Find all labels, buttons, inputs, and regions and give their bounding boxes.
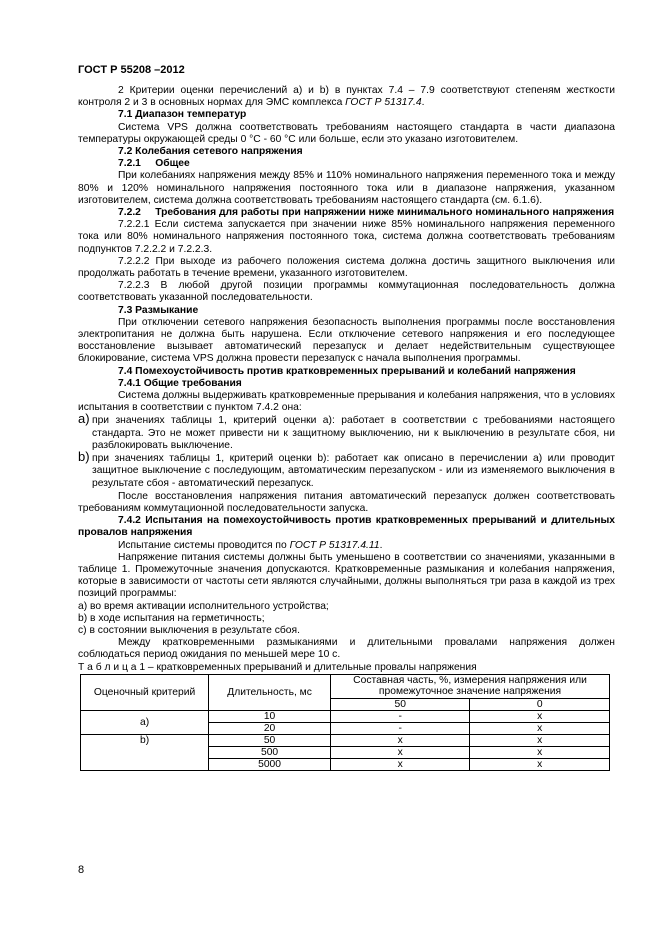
table-cell-duration: 5000 bbox=[209, 758, 331, 770]
standard-reference: ГОСТ Р 51317.4 bbox=[345, 97, 422, 109]
paragraph-7-4-1: Система должны выдерживать кратковременные прерывания и колебания напряжения, что в условиях испытания в соответствии с пунктом 7.4.2 она: bbox=[78, 390, 615, 414]
paragraph-7-3: При отключении сетевого напряжения безопасность выполнения программы после восстановления электропитания не должна быть нарушена. Если отключение сетевого напряжения и его последующее восстановление вызывает автоматический перезапуск и делает недействительным существующее блокирование, система VPS должна провести перезапуск с начала выполнения программы. bbox=[78, 316, 615, 365]
table-subheader-50: 50 bbox=[331, 698, 470, 710]
heading-7-2: 7.2 Колебания сетевого напряжения bbox=[118, 146, 303, 158]
table-cell-duration: 10 bbox=[209, 710, 331, 722]
table-header-duration: Длительность, мс bbox=[209, 674, 331, 710]
heading-7-2-1: 7.2.1 Общее bbox=[118, 158, 190, 170]
standard-reference: ГОСТ Р 51317.4.11 bbox=[289, 539, 380, 551]
table-cell-criterion: а) bbox=[81, 710, 209, 734]
table-row bbox=[81, 710, 610, 722]
heading-7-3: 7.3 Размыкание bbox=[118, 304, 199, 316]
heading-7-4: 7.4 Помехоустойчивость против кратковременных прерываний и колебаний напряжения bbox=[118, 365, 576, 377]
document-header: ГОСТ Р 55208 –2012 bbox=[78, 64, 185, 76]
list-item-a: a) при значениях таблицы 1, критерий оценки а): работает в соответствии с требованиями настоящего стандарта. Это не может привести ни к защитному выключению, ни к выключению в результате сбоя, ни разблокировать выключение. bbox=[78, 411, 615, 451]
table-1 bbox=[80, 674, 610, 771]
paragraph-7-2-2-3: 7.2.2.3 В любой другой позиции программы коммутационная последовательность должна соответствовать указанной последовательности. bbox=[78, 280, 615, 304]
note-2: 2 Критерии оценки перечислений а) и b) в пунктах 7.4 – 7.9 соответствуют степеням жесткости контроля 2 и 3 в основных нормах для ЭМС комплекса ГОСТ Р 51317.4. bbox=[78, 85, 615, 109]
list-item-b: b) при значениях таблицы 1, критерий оценки b): работает как описано в перечислении а) или проводит защитное выключение с последующим, автоматическим перезапуском - или из изменяемого выключения в результате сбоя - автоматический перезапуск. bbox=[78, 449, 615, 489]
table-cell-50: - bbox=[331, 710, 470, 722]
table-cell-0: x bbox=[470, 734, 610, 746]
paragraph-7-2-2-2: 7.2.2.2 При выходе из рабочего положения система должна достичь защитного выключения или продолжать работать в течение времени, указанного изготовителем. bbox=[78, 255, 615, 280]
document-body bbox=[78, 85, 615, 771]
table-cell-duration: 50 bbox=[209, 734, 331, 746]
paragraph-7-4-2-test: Испытание системы проводится по ГОСТ Р 51317.4.11. bbox=[118, 539, 383, 551]
table-cell-0: x bbox=[470, 722, 610, 734]
table-row bbox=[81, 734, 610, 746]
table-cell-duration: 500 bbox=[209, 746, 331, 758]
heading-7-4-1: 7.4.1 Общие требования bbox=[118, 377, 242, 389]
paragraph-7-4-1-restart: После восстановления напряжения питания автоматический перезапуск должен соответствовать требованиям коммутационной последовательности запуска. bbox=[78, 490, 615, 514]
table-header-criterion: Оценочный критерий bbox=[81, 674, 209, 710]
sub-item-c: с) в состоянии выключения в результате сбоя. bbox=[78, 624, 300, 636]
paragraph-7-2-1: При колебаниях напряжения между 85% и 110% номинального напряжения переменного тока и между 80% и 120% номинального напряжения постоянного тока или в диапазоне напряжения, указанном изготовителем, система должна соответствовать требованиям настоящего стандарта (см. 6.1.6). bbox=[78, 170, 615, 206]
table-cell-criterion: b) bbox=[81, 734, 209, 770]
sub-item-a: а) во время активации исполнительного устройства; bbox=[78, 600, 329, 612]
heading-7-2-2: 7.2.2 Требования для работы при напряжении ниже минимального номинального напряжения bbox=[118, 207, 615, 219]
list-marker: a) bbox=[78, 411, 90, 427]
table-cell-50: x bbox=[331, 758, 470, 770]
heading-7-4-2: 7.4.2 Испытания на помехоустойчивость против кратковременных прерываний и длительных провалов напряжения bbox=[78, 515, 615, 539]
paragraph-7-4-2-wait: Между кратковременными размыканиями и длительными провалами напряжения должен соблюдаться период ожидания по меньшей мере 10 с. bbox=[78, 637, 615, 661]
page-number: 8 bbox=[78, 864, 85, 876]
list-marker: b) bbox=[78, 449, 90, 465]
paragraph-7-1: Система VPS должна соответствовать требованиям настоящего стандарта в части диапазона температуры окружающей среды 0 °С - 60 °С или больше, если это указано изготовителем. bbox=[78, 121, 615, 145]
table-cell-50: - bbox=[331, 722, 470, 734]
sub-item-b: b) в ходе испытания на герметичность; bbox=[78, 612, 265, 624]
paragraph-7-4-2-voltage: Напряжение питания системы должны быть уменьшено в соответствии со значениями, указанными в таблице 1. Промежуточные значения допускаются. Кратковременные размыкания и колебания напряжения, которые в зависимости от частоты сети являются случайными, должны выполняться три раза в каждой из трех позиций программы: bbox=[78, 551, 615, 600]
table-subheader-0: 0 bbox=[470, 698, 610, 710]
table-cell-0: x bbox=[470, 710, 610, 722]
table-header-voltage: Составная часть, %, измерения напряжения или промежуточное значение напряжения bbox=[331, 674, 610, 698]
table-cell-50: x bbox=[331, 746, 470, 758]
table-cell-0: x bbox=[470, 758, 610, 770]
table-cell-duration: 20 bbox=[209, 722, 331, 734]
heading-7-1: 7.1 Диапазон температур bbox=[118, 109, 247, 121]
table-cell-50: x bbox=[331, 734, 470, 746]
table-caption: Т а б л и ц а 1 – кратковременных прерываний и длительные провалы напряжения bbox=[78, 661, 477, 673]
paragraph-7-2-2-1: 7.2.2.1 Если система запускается при значении ниже 85% номинального напряжения переменного тока или 80% номинального напряжения постоянного тока, система должна соответствовать требованиям подпунктов 7.2.2.2 и 7.2.2.3. bbox=[78, 219, 615, 255]
table-cell-0: x bbox=[470, 746, 610, 758]
